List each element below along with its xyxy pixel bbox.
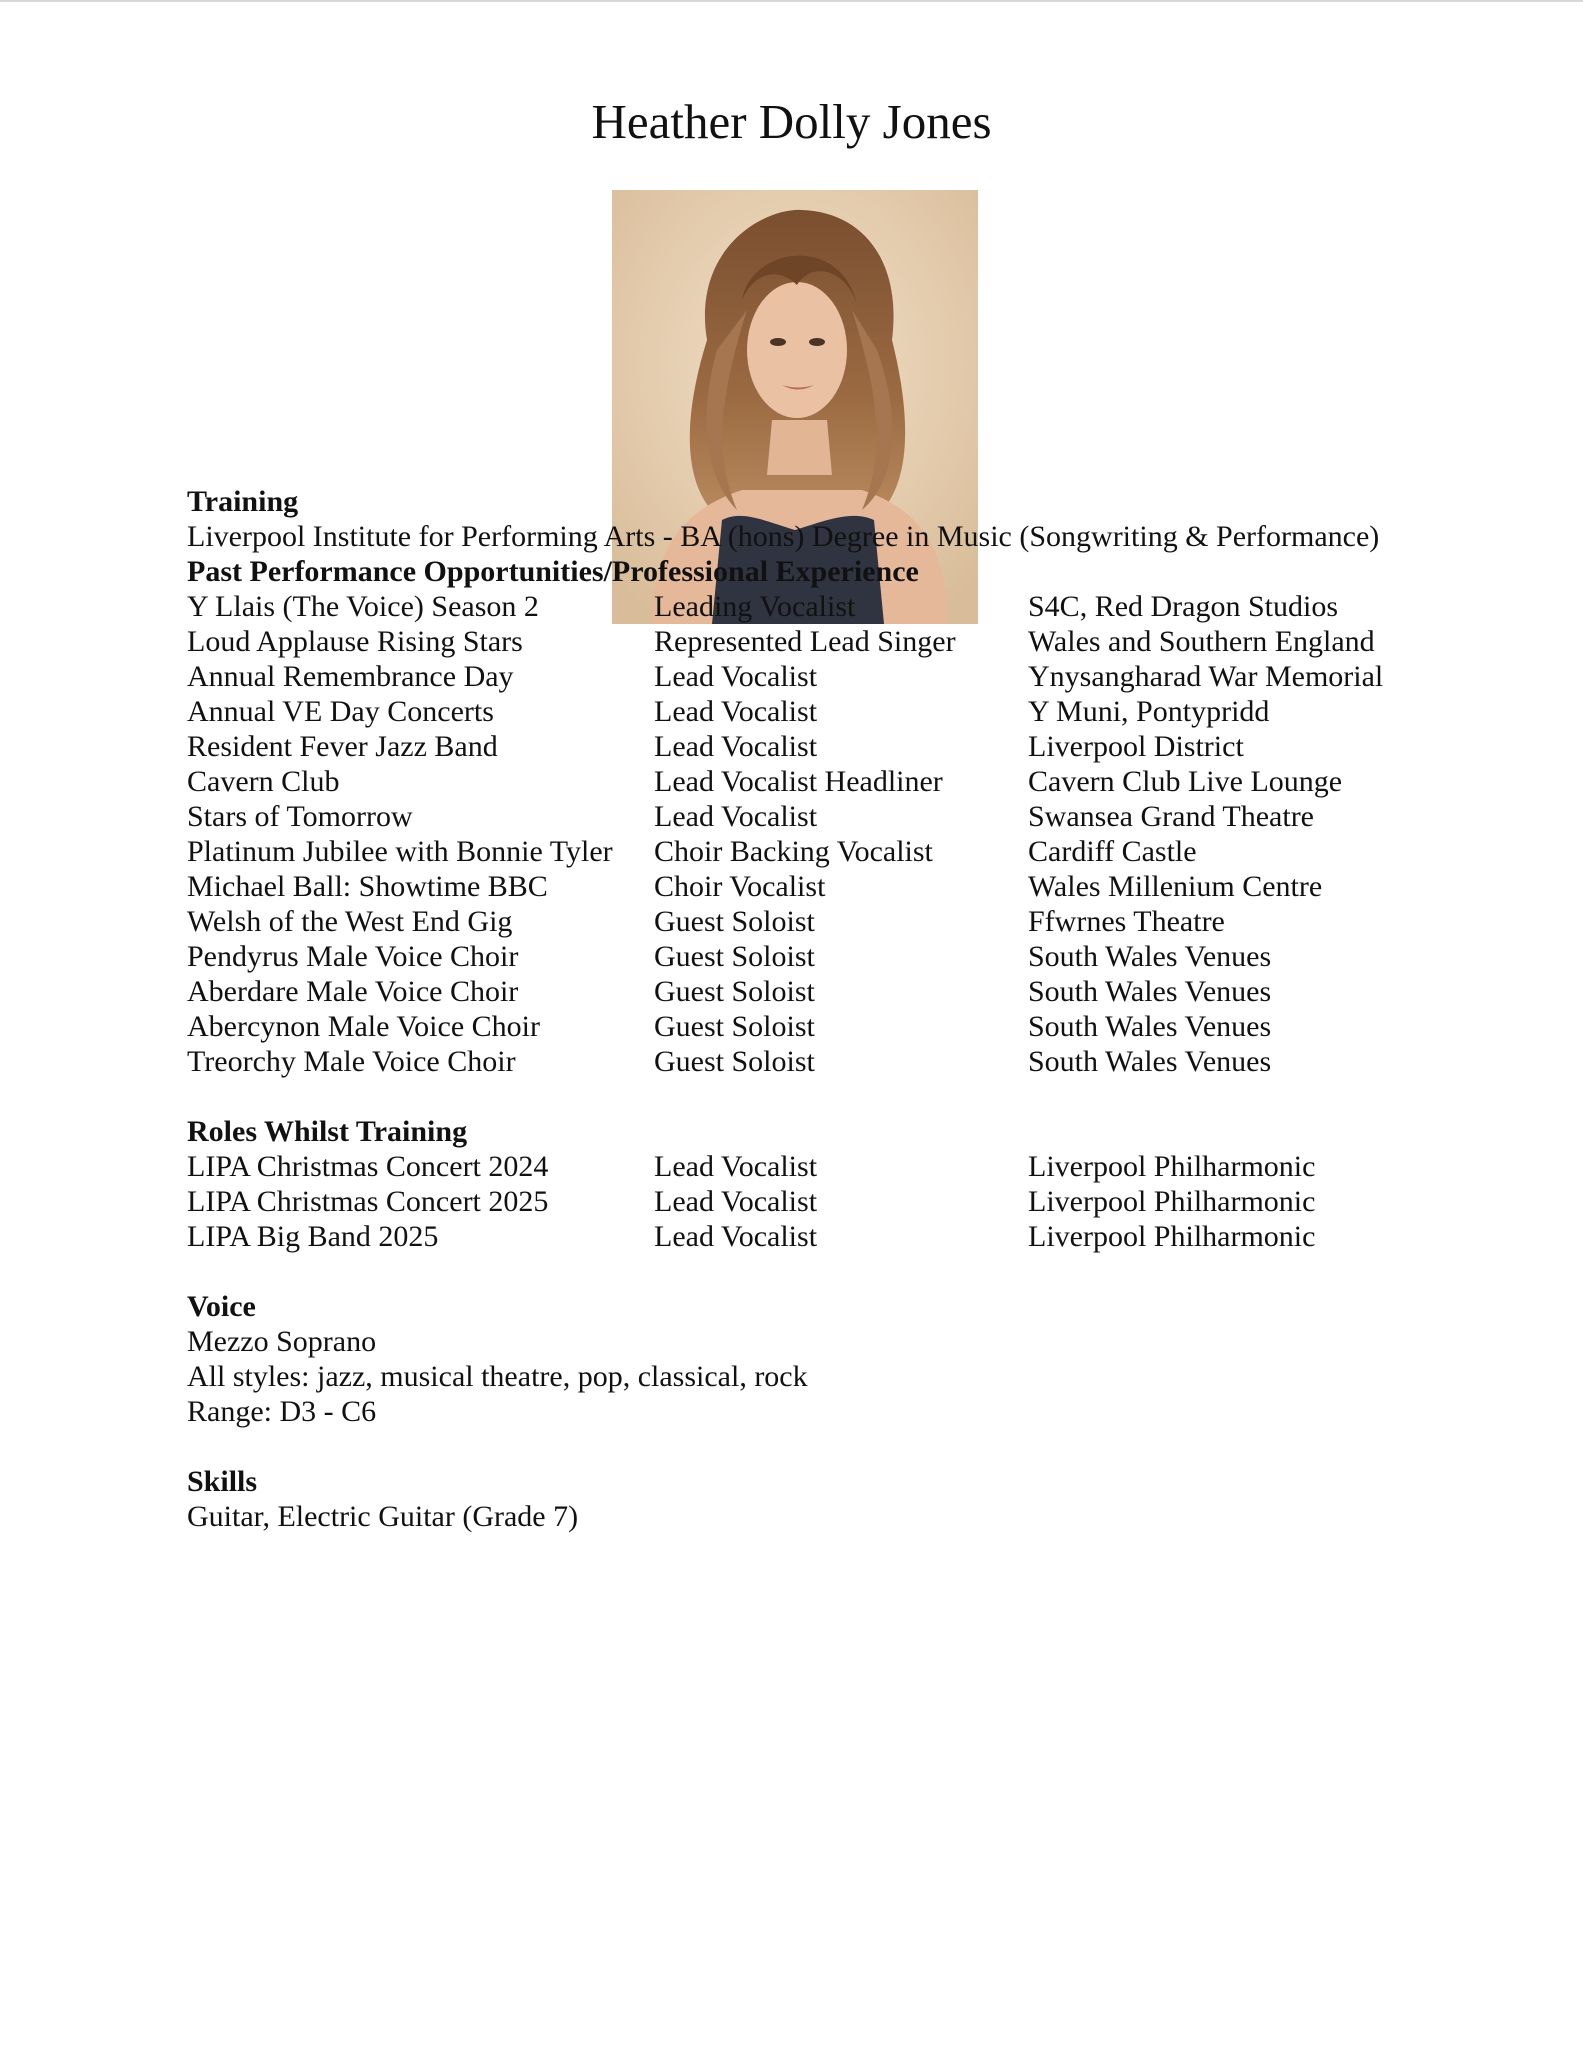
role: Lead Vocalist Headliner [654,765,943,798]
event-name: Resident Fever Jazz Band [187,730,498,763]
voice-range: Range: D3 - C6 [187,1395,377,1428]
venue: Liverpool Philharmonic [1028,1150,1316,1183]
experience-row [187,694,1487,729]
roles-table [187,1149,1487,1254]
venue: Liverpool Philharmonic [1028,1185,1316,1218]
event-name: LIPA Christmas Concert 2025 [187,1185,549,1218]
event-name: Abercynon Male Voice Choir [187,1010,540,1043]
venue: South Wales Venues [1028,940,1272,973]
event-name: Annual Remembrance Day [187,660,514,693]
venue: Ffwrnes Theatre [1028,905,1225,938]
skills-section [187,1464,1487,1534]
roles-row [187,1149,1487,1184]
experience-row [187,764,1487,799]
role: Choir Backing Vocalist [654,835,933,868]
venue: Wales Millenium Centre [1028,870,1323,903]
role: Guest Soloist [654,1010,815,1043]
venue: Y Muni, Pontypridd [1028,695,1270,728]
training-heading: Training [187,485,299,518]
venue: South Wales Venues [1028,975,1272,1008]
venue: South Wales Venues [1028,1045,1272,1078]
skills-heading: Skills [187,1465,258,1498]
event-name: Platinum Jubilee with Bonnie Tyler [187,835,613,868]
role: Choir Vocalist [654,870,826,903]
experience-row [187,939,1487,974]
page-title: Heather Dolly Jones [591,94,992,149]
event-name: Welsh of the West End Gig [187,905,513,938]
role: Lead Vocalist [654,1185,818,1218]
experience-section [187,554,1487,1079]
role: Lead Vocalist [654,1150,818,1183]
event-name: Aberdare Male Voice Choir [187,975,519,1008]
role: Lead Vocalist [654,695,818,728]
experience-row [187,974,1487,1009]
event-name: Stars of Tomorrow [187,800,413,833]
experience-row [187,869,1487,904]
experience-row [187,1044,1487,1079]
roles-section [187,1114,1487,1254]
role: Guest Soloist [654,1045,815,1078]
roles-row [187,1184,1487,1219]
venue: Swansea Grand Theatre [1028,800,1314,833]
role: Guest Soloist [654,940,815,973]
role: Leading Vocalist [654,590,856,623]
venue: Liverpool District [1028,730,1244,763]
venue: Wales and Southern England [1028,625,1375,658]
role: Lead Vocalist [654,730,818,763]
role: Guest Soloist [654,905,815,938]
event-name: Cavern Club [187,765,340,798]
role: Lead Vocalist [654,1220,818,1253]
event-name: LIPA Big Band 2025 [187,1220,439,1253]
event-name: Annual VE Day Concerts [187,695,494,728]
experience-heading: Past Performance Opportunities/Professional Experience [187,555,919,588]
event-name: Y Llais (The Voice) Season 2 [187,590,539,623]
role: Represented Lead Singer [654,625,956,658]
experience-row [187,834,1487,869]
event-name: Treorchy Male Voice Choir [187,1045,516,1078]
venue: Ynysangharad War Memorial [1028,660,1384,693]
venue: Liverpool Philharmonic [1028,1220,1316,1253]
role: Lead Vocalist [654,660,818,693]
venue: S4C, Red Dragon Studios [1028,590,1339,623]
experience-row [187,729,1487,764]
experience-row [187,1009,1487,1044]
experience-row [187,659,1487,694]
event-name: Michael Ball: Showtime BBC [187,870,548,903]
experience-row [187,904,1487,939]
voice-section [187,1289,1487,1429]
page-top-border [0,0,1583,2]
venue: Cardiff Castle [1028,835,1197,868]
event-name: Loud Applause Rising Stars [187,625,523,658]
training-text: Liverpool Institute for Performing Arts - BA (hons) Degree in Music (Songwriting & Performance) [187,520,1380,553]
voice-heading: Voice [187,1290,256,1323]
voice-type: Mezzo Soprano [187,1325,377,1358]
experience-table [187,589,1487,1079]
role: Guest Soloist [654,975,815,1008]
roles-row [187,1219,1487,1254]
event-name: LIPA Christmas Concert 2024 [187,1150,549,1183]
skills-text: Guitar, Electric Guitar (Grade 7) [187,1500,579,1533]
experience-row [187,624,1487,659]
experience-row [187,799,1487,834]
experience-row [187,589,1487,624]
role: Lead Vocalist [654,800,818,833]
venue: Cavern Club Live Lounge [1028,765,1343,798]
venue: South Wales Venues [1028,1010,1272,1043]
training-section [187,484,1487,554]
voice-styles: All styles: jazz, musical theatre, pop, classical, rock [187,1360,808,1393]
roles-heading: Roles Whilst Training [187,1115,468,1148]
event-name: Pendyrus Male Voice Choir [187,940,519,973]
